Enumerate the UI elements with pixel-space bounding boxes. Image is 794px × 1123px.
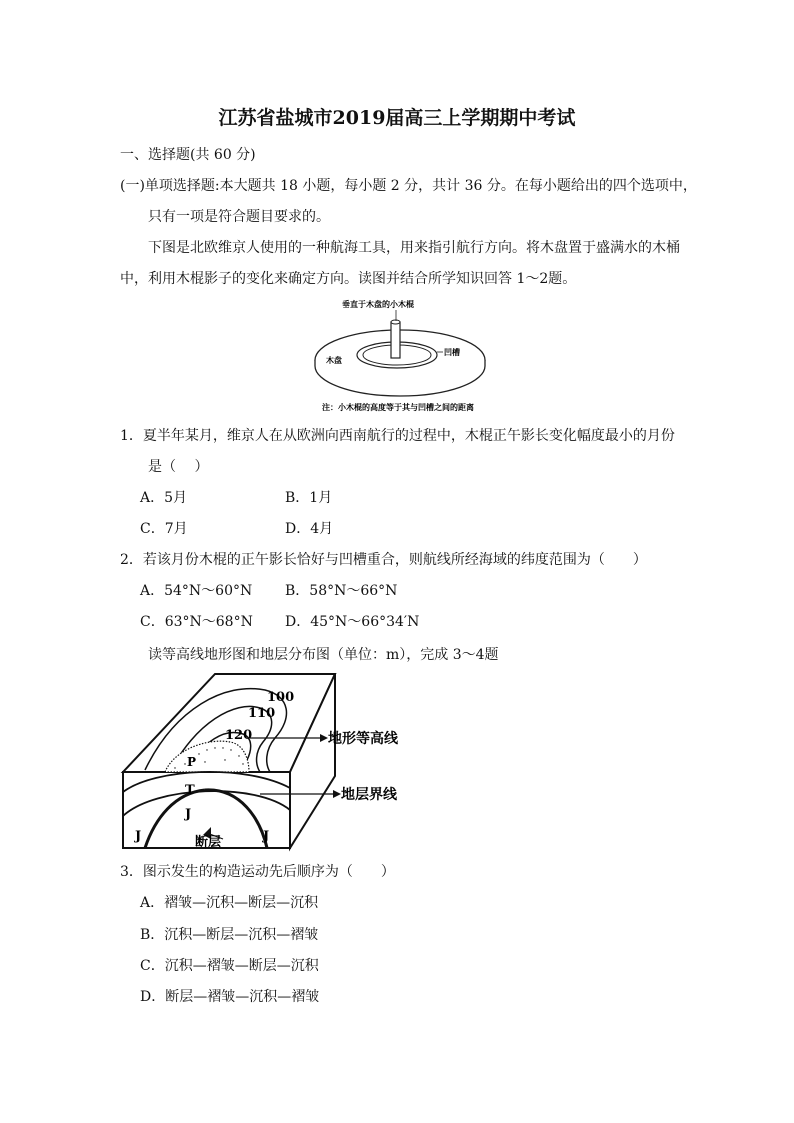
label-fault: 断层 [195,835,222,850]
layer-j-center: J [185,807,192,822]
layer-t: T [185,783,195,798]
q3-stem: 3．图示发生的构造运动先后顺序为（ ） [120,864,395,880]
label-contour: 地形等高线 [328,731,398,747]
q1-option-c: C．7月 [140,521,188,537]
contour-label-120: 120 [225,728,253,743]
stick [391,322,400,358]
section-heading: 一、选择题(共 60 分) [120,147,256,163]
label-stick: 垂直于木盘的小木棍 [342,300,414,309]
q1-stem-line2: 是（ ） [148,459,209,475]
label-plate: 木盘 [326,356,342,365]
q2-option-c: C．63°N～68°N [140,614,253,630]
block-diagram-figure [115,668,415,854]
q1-stem-line1: 1．夏半年某月，维京人在从欧洲向西南航行的过程中，木棍正午影长变化幅度最小的月份 [120,428,675,444]
label-boundary: 地层界线 [341,787,397,803]
layer-j-right: J [263,829,270,844]
contour-label-100: 100 [267,690,295,705]
q2-option-b: B．58°N～66°N [285,583,398,599]
layer-p: P [187,755,197,769]
sub-section-line2: 只有一项是符合题目要求的。 [148,209,330,225]
sub-section-line1: (一)单项选择题:本大题共 18 小题，每小题 2 分，共计 36 分。在每小题给出的四个选项中， [120,178,697,194]
figure1-note: 注：小木棍的高度等于其与凹槽之间的距离 [322,403,474,412]
q3-option-b: B．沉积—断层—沉积—褶皱 [140,927,319,943]
q2-stem: 2．若该月份木棍的正午影长恰好与凹槽重合，则航线所经海域的纬度范围为（ ） [120,552,647,568]
label-groove: 凹槽 [444,348,460,357]
q1-option-a: A．5月 [140,490,188,506]
intro1-line2: 中，利用木棍影子的变化来确定方向。读图并结合所学知识回答 1～2题。 [120,271,577,287]
q3-option-a: A．褶皱—沉积—断层—沉积 [140,895,319,911]
q3-option-c: C．沉积—褶皱—断层—沉积 [140,958,319,974]
intro1-line1: 下图是北欧维京人使用的一种航海工具，用来指引航行方向。将木盘置于盛满水的木桶 [148,240,680,256]
wooden-plate-figure [300,295,510,417]
q1-option-b: B．1月 [285,490,333,506]
layer-j-left: J [135,829,142,844]
contour-label-110: 110 [248,706,276,721]
q1-option-d: D．4月 [285,521,334,537]
q2-option-a: A．54°N～60°N [140,583,253,599]
intro2: 读等高线地形图和地层分布图（单位：m），完成 3～4题 [148,647,499,663]
q2-option-d: D．45°N～66°34′N [285,614,420,630]
q3-option-d: D．断层—褶皱—沉积—褶皱 [140,989,320,1005]
page-title: 江苏省盐城市2019届高三上学期期中考试 [218,107,576,129]
